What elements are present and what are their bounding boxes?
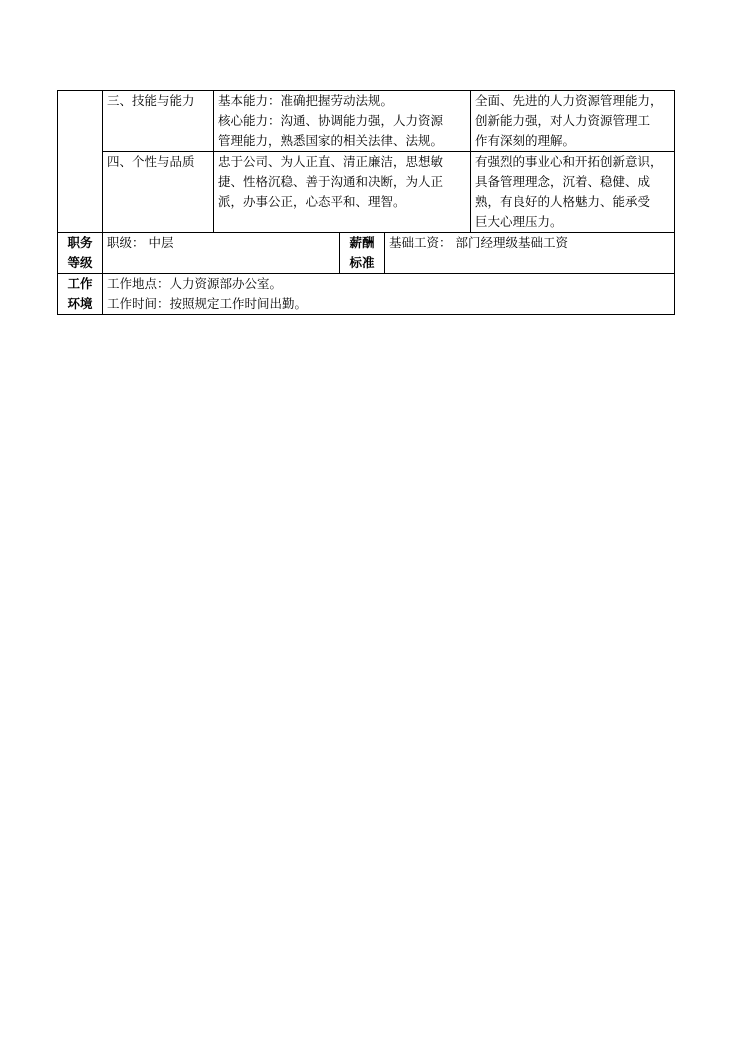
skills-label: 三、技能与能力 bbox=[103, 91, 214, 152]
grade-value: 职级： 中层 bbox=[103, 233, 340, 274]
personality-requirement-line: 忠于公司、为人正直、清正廉洁，思想敏 bbox=[218, 154, 444, 169]
personality-label: 四、个性与品质 bbox=[103, 152, 214, 233]
salary-value: 基础工资： 部门经理级基础工资 bbox=[385, 233, 675, 274]
personality-preferred bbox=[471, 152, 675, 233]
skills-requirement-line: 核心能力：沟通、协调能力强，人力资源 bbox=[218, 113, 444, 128]
qualification-label-cell bbox=[58, 91, 103, 233]
environment-value bbox=[103, 274, 675, 315]
personality-preferred-line: 有强烈的事业心和开拓创新意识， bbox=[475, 154, 663, 169]
grade-salary-row bbox=[58, 233, 675, 274]
skills-preferred bbox=[471, 91, 675, 152]
personality-requirement-line: 捷、性格沉稳、善于沟通和决断，为人正 bbox=[218, 174, 444, 189]
skills-requirement-line: 管理能力，熟悉国家的相关法律、法规。 bbox=[218, 133, 444, 148]
personality-row bbox=[58, 152, 675, 233]
personality-preferred-line: 具备管理理念，沉着、稳健、成 bbox=[475, 174, 651, 189]
skills-preferred-line: 作有深刻的理解。 bbox=[475, 133, 576, 148]
job-description-table bbox=[57, 90, 675, 315]
environment-row bbox=[58, 274, 675, 315]
environment-line: 工作时间：按照规定工作时间出勤。 bbox=[107, 296, 308, 311]
personality-requirement bbox=[214, 152, 471, 233]
skills-preferred-line: 创新能力强，对人力资源管理工 bbox=[475, 113, 651, 128]
skills-requirement-line: 基本能力：准确把握劳动法规。 bbox=[218, 93, 394, 108]
personality-requirement-line: 派，办事公正，心态平和、理智。 bbox=[218, 194, 406, 209]
environment-line: 工作地点：人力资源部办公室。 bbox=[107, 276, 283, 291]
skills-row bbox=[58, 91, 675, 152]
grade-label: 职务 等级 bbox=[58, 233, 103, 274]
salary-label: 薪酬 标准 bbox=[340, 233, 385, 274]
personality-preferred-line: 巨大心理压力。 bbox=[475, 214, 563, 229]
skills-preferred-line: 全面、先进的人力资源管理能力， bbox=[475, 93, 663, 108]
environment-label: 工作 环境 bbox=[58, 274, 103, 315]
skills-requirement bbox=[214, 91, 471, 152]
personality-preferred-line: 熟，有良好的人格魅力、能承受 bbox=[475, 194, 651, 209]
